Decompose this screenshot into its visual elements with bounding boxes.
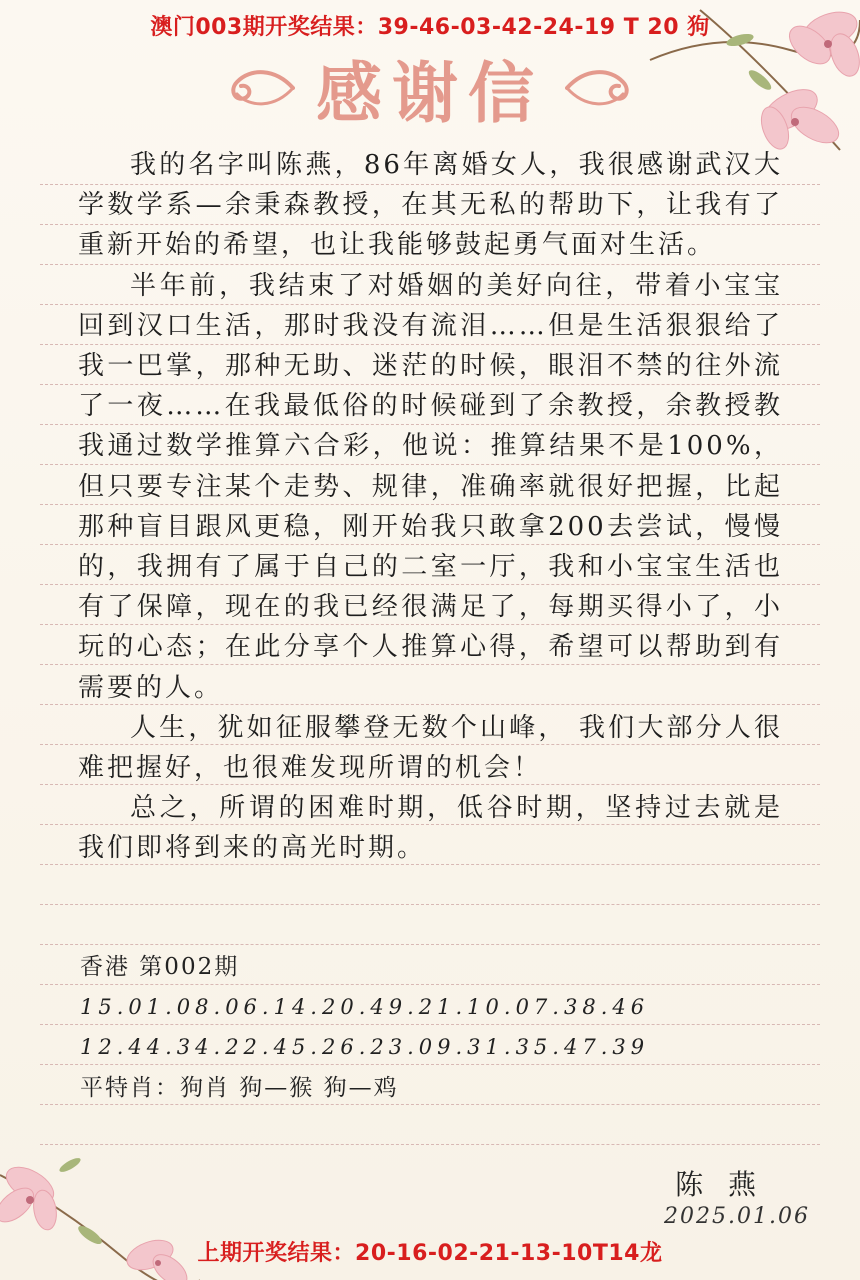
- letter-paragraph: 我的名字叫陈燕，86年离婚女人，我很感谢武汉大学数学系—余秉森教授，在其无私的帮助下，让我有了重新开始的希望，也让我能够鼓起勇气面对生活。: [78, 150, 783, 261]
- lottery-numbers-line-2: 12.44.34.22.45.26.23.09.31.35.47.39: [80, 1035, 650, 1060]
- letter-paragraph: 总之，所谓的困难时期，低谷时期，坚持过去就是我们即将到来的高光时期。: [78, 793, 783, 864]
- bottom-result-banner: 上期开奖结果：20-16-02-21-13-10T14龙: [197, 1241, 663, 1266]
- lottery-special-zodiac: 平特肖：狗肖 狗—猴 狗—鸡: [80, 1074, 399, 1101]
- top-result-banner: 澳门003期开奖结果：39-46-03-42-24-19 T 20 狗: [150, 15, 710, 40]
- lottery-heading: 香港 第002期: [80, 954, 240, 980]
- title-block: [0, 38, 860, 132]
- letter-body: [78, 145, 783, 869]
- letter-date: 2025.01.06: [664, 1204, 810, 1229]
- letter-title: 感谢信: [316, 54, 544, 132]
- signature-name: 陈 燕: [675, 1168, 764, 1201]
- letter-paragraph: 人生，犹如征服攀登无数个山峰， 我们大部分人很难把握好，也很难发现所谓的机会！: [78, 712, 783, 784]
- ornament-right-icon: [565, 58, 635, 118]
- letter-paragraph: 半年前，我结束了对婚姻的美好向往，带着小宝宝回到汉口生活，那时我没有流泪……但是生活狠狠给了我一巴掌，那种无助、迷茫的时候，眼泪不禁的往外流了一夜……在我最低俗的时候碰到了余教授，余教授教我通过数学推算六合彩，他说：推算结果不是100%，但只要专注某个走势、规律，准确率就很好把握，比起那种盲目跟风更稳，刚开始我只敢拿200去尝试，慢慢的，我拥有了属于自己的二室一厅，我和小宝宝生活也有了保障，现在的我已经很满足了，每期买得小了，小玩的心态；在此分享个人推算心得，希望可以帮助到有需要的人。: [78, 270, 783, 703]
- lottery-section: [80, 947, 780, 1108]
- lottery-numbers-line-1: 15.01.08.06.14.20.49.21.10.07.38.46: [80, 995, 650, 1020]
